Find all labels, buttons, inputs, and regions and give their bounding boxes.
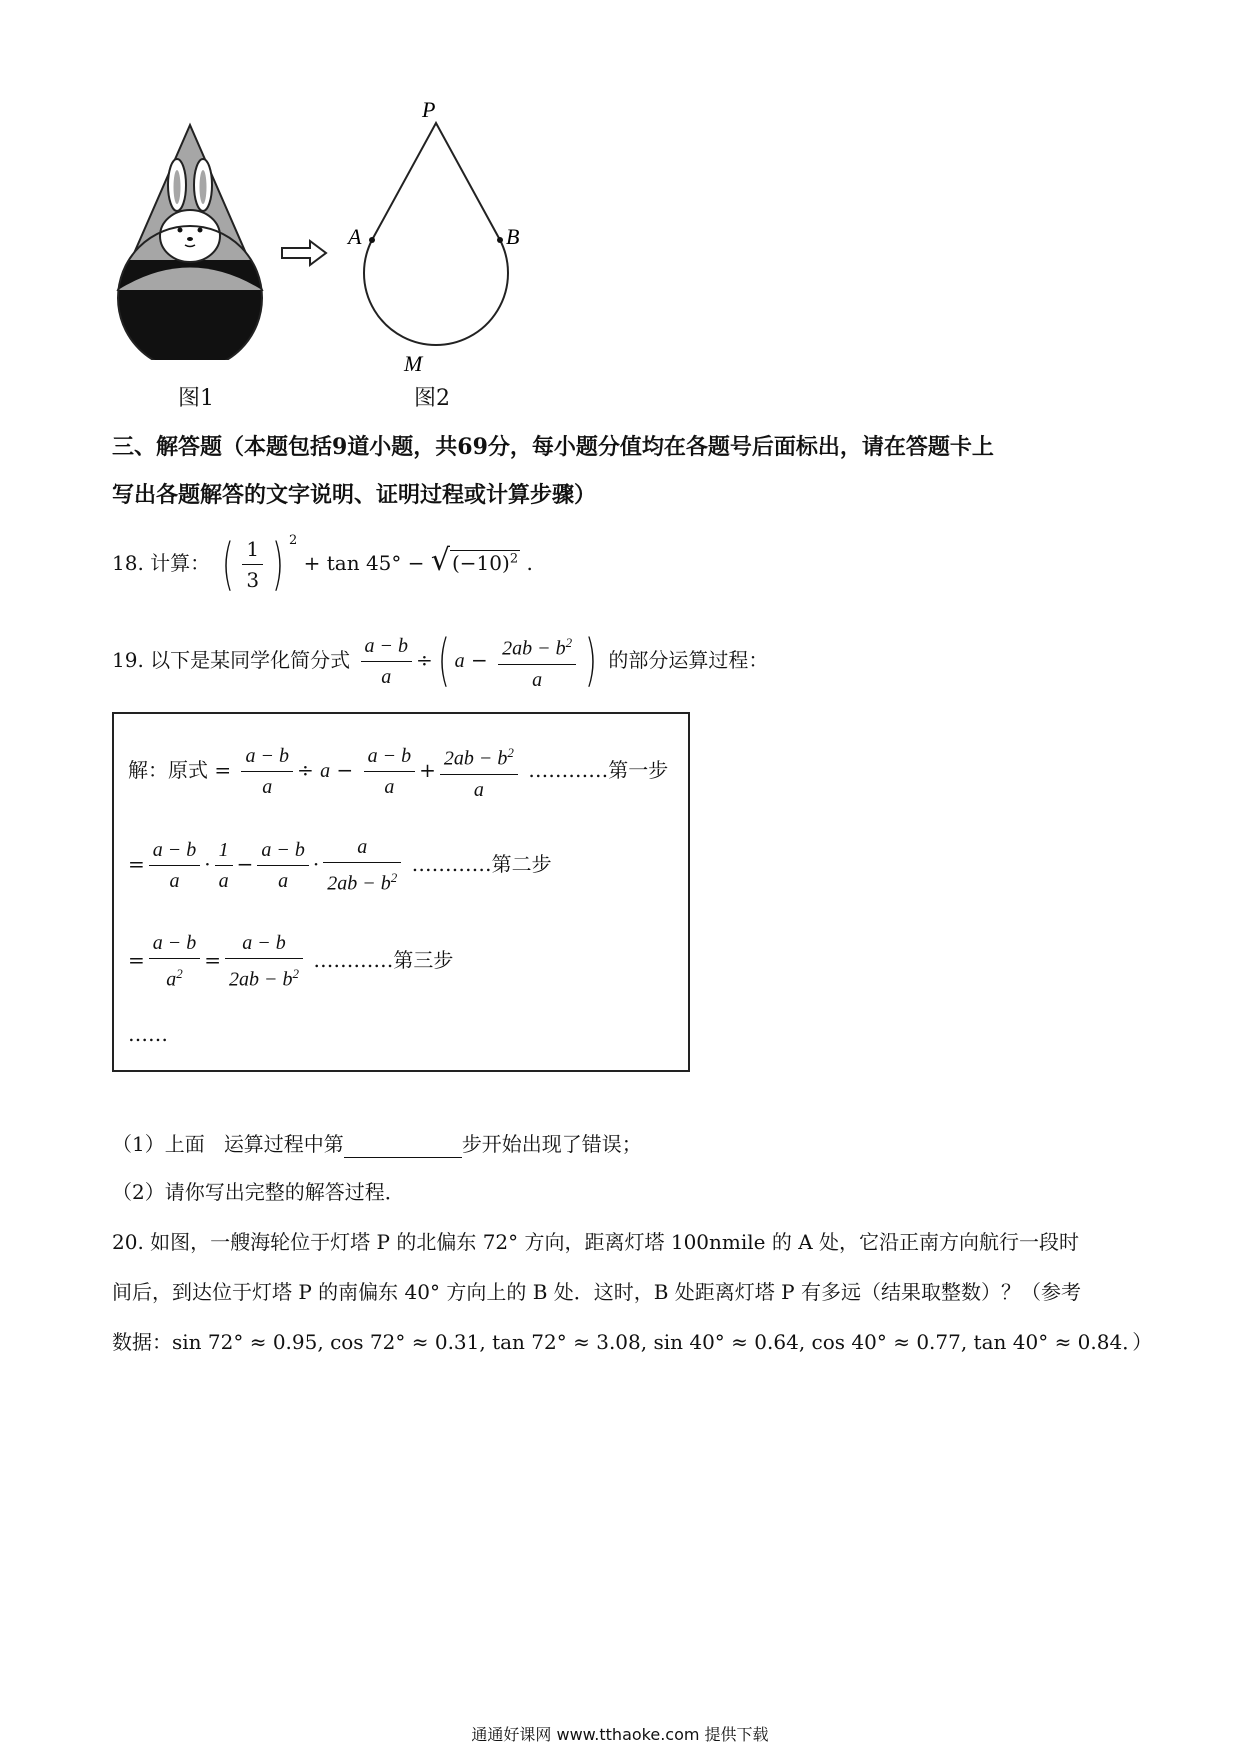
solution-step3: = $\frac{a - b}{a^2}$ = $\frac{a - b}{2ab - b^2}$ …………第三步 <box>128 928 453 995</box>
footer: 通通好课网 www.tthaoke.com 提供下载 <box>471 1725 769 1744</box>
label-P: P <box>422 97 436 122</box>
q19-subquestion-1: （1）上面 运算过程中第 步开始出现了错误； <box>112 1132 642 1156</box>
question-18: 18. 计算： ( $\frac{1}{3}$ ) $^2$ + tan 45° − √ $(-10)^2$ . <box>112 531 533 597</box>
figure-1 <box>110 120 270 360</box>
q19-prefix: 19. 以下是某同学化简分式 <box>112 647 351 672</box>
q19-subquestion-2: （2）请你写出完整的解答过程． <box>112 1180 405 1204</box>
figure-1-caption: 图1 <box>178 386 214 411</box>
label-A: A <box>348 224 362 249</box>
figure-2 <box>340 95 530 385</box>
label-M: M <box>404 351 423 376</box>
q18-end: . <box>526 551 533 575</box>
solution-step1: 解：原式 = $\frac{a - b}{a}$ ÷ a − $\frac{a - b}{a}$ + $\frac{2ab - b^2}{a}$ …………第一步 <box>128 738 668 805</box>
q20-line1: 20. 如图，一艘海轮位于灯塔 P 的北偏东 72° 方向，距离灯塔 100nmile 的 A 处，它沿正南方向航行一段时 <box>112 1230 1080 1254</box>
answer-blank[interactable] <box>344 1137 462 1158</box>
q20-line3: 数据：sin 72° ≈ 0.95, cos 72° ≈ 0.31, tan 72° ≈ 3.08, sin 40° ≈ 0.64, cos 40° ≈ 0.77, tan 40° ≈ 0.84．） <box>112 1330 1153 1354</box>
label-B: B <box>506 224 520 249</box>
q18-middle: + tan 45° − <box>303 551 425 575</box>
q19-suffix: 的部分运算过程： <box>608 647 769 672</box>
solution-step2: = $\frac{a - b}{a}$ · $\frac{1}{a}$ − $\frac{a - b}{a}$ · $\frac{a}{2ab - b^2}$ …………第二步 <box>128 832 552 899</box>
arrow-right-icon <box>280 238 330 268</box>
q18-prefix: 18. 计算： <box>112 551 211 575</box>
solution-ellipsis: …… <box>128 1022 168 1046</box>
figure-2-caption: 图2 <box>414 386 450 411</box>
q20-line2: 间后，到达位于灯塔 P 的南偏东 40° 方向上的 B 处．这时，B 处距离灯塔 P 有多远（结果取整数）？（参考 <box>112 1280 1081 1304</box>
section-heading-line2: 写出各题解答的文字说明、证明过程或计算步骤） <box>112 482 597 508</box>
section-heading-line1: 三、解答题（本题包括9道小题，共69分，每小题分值均在各题号后面标出，请在答题卡上 <box>112 434 994 460</box>
solution-box <box>112 712 690 1072</box>
question-19: 19. 以下是某同学化简分式 $\frac{a - b}{a}$ ÷( a − $\frac{2ab - b^2}{a}$ ) 的部分运算过程： <box>112 628 769 694</box>
